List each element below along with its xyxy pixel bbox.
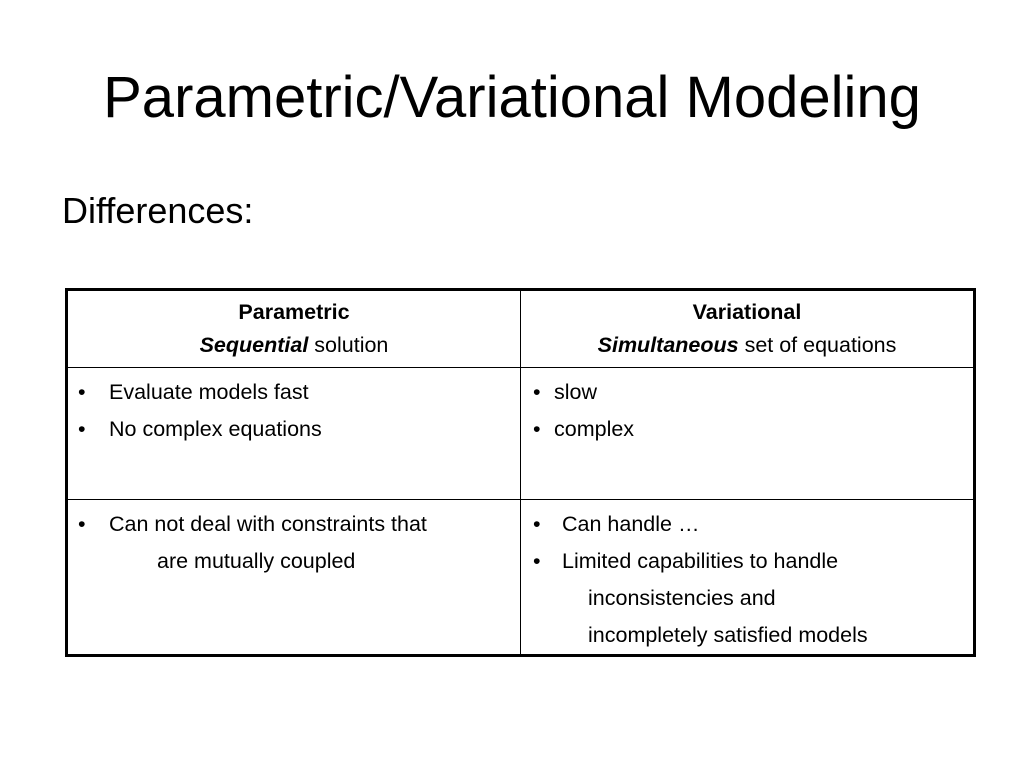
list-item bbox=[521, 506, 973, 543]
header-subtitle bbox=[521, 327, 973, 363]
header-subtitle bbox=[68, 327, 520, 363]
list-item-text: No complex equations bbox=[109, 417, 322, 441]
cell-variational-constraints bbox=[521, 500, 974, 655]
header-rest: solution bbox=[308, 333, 389, 357]
list-item-text: Limited capabilities to handle bbox=[562, 549, 839, 573]
list-item-continuation: incompletely satisfied models bbox=[588, 623, 868, 647]
cell-parametric-constraints bbox=[68, 500, 521, 655]
subheading: Differences: bbox=[62, 190, 254, 231]
comparison-table bbox=[67, 290, 974, 655]
header-title: Parametric bbox=[238, 300, 350, 324]
list-item bbox=[521, 411, 973, 448]
bullet-icon: • bbox=[78, 417, 86, 441]
list-item bbox=[68, 374, 520, 411]
table-row bbox=[68, 500, 974, 655]
header-title: Variational bbox=[692, 300, 802, 324]
list-item bbox=[68, 506, 520, 543]
slide-title: Parametric/Variational Modeling bbox=[103, 65, 921, 130]
header-rest: set of equations bbox=[738, 333, 897, 357]
header-emphasis: Simultaneous bbox=[597, 333, 739, 357]
list-item-continuation: inconsistencies and bbox=[588, 586, 776, 610]
list-item-text: complex bbox=[554, 417, 635, 441]
header-parametric bbox=[68, 291, 521, 368]
header-emphasis: Sequential bbox=[199, 333, 309, 357]
table-header-row bbox=[68, 291, 974, 368]
bullet-icon: • bbox=[533, 380, 541, 404]
list-item bbox=[521, 374, 973, 411]
bullet-icon: • bbox=[533, 549, 541, 573]
header-variational bbox=[521, 291, 974, 368]
bullet-icon: • bbox=[533, 512, 541, 536]
list-item-text: Evaluate models fast bbox=[109, 380, 309, 404]
bullet-icon: • bbox=[533, 417, 541, 441]
bullet-icon: • bbox=[78, 380, 86, 404]
list-item bbox=[68, 411, 520, 448]
cell-parametric-speed bbox=[68, 368, 521, 500]
bullet-icon: • bbox=[78, 512, 86, 536]
list-item-continuation: are mutually coupled bbox=[157, 549, 356, 573]
list-item-text: slow bbox=[554, 380, 598, 404]
list-item-text: Can not deal with constraints that bbox=[109, 512, 427, 536]
list-item bbox=[521, 543, 973, 580]
table-row bbox=[68, 368, 974, 500]
cell-variational-speed bbox=[521, 368, 974, 500]
list-item-text: Can handle … bbox=[562, 512, 700, 536]
